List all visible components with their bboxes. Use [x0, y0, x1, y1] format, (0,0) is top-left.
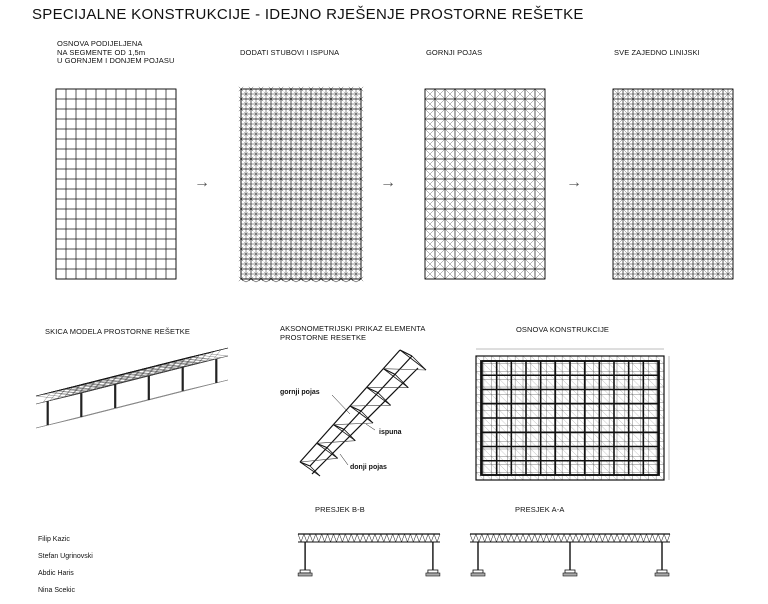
- section-bb-caption: PRESJEK B-B: [315, 506, 365, 515]
- arrow-right-icon: →: [194, 174, 210, 192]
- plan-grid-columns-infill: [240, 88, 360, 280]
- sketch-caption: SKICA MODELA PROSTORNE REŠETKE: [45, 328, 190, 337]
- label-infill: ispuna: [379, 429, 402, 436]
- author-name: Filip Kazic: [38, 536, 93, 544]
- section-aa-drawing: [468, 528, 672, 578]
- step-3-caption: GORNJI POJAS: [426, 49, 482, 58]
- author-name: Abdic Haris: [38, 570, 93, 578]
- axonometric-truss-drawing: [270, 348, 430, 478]
- step-4-caption: SVE ZAJEDNO LINIJSKI: [614, 49, 700, 58]
- page-title: SPECIJALNE KONSTRUKCIJE - IDEJNO RJEŠENJE PROSTORNE REŠETKE: [32, 6, 584, 23]
- step-1-caption: OSNOVA PODIJELJENA NA SEGMENTE OD 1,5m U GORNJEM I DONJEM POJASU: [57, 40, 175, 66]
- step-2-caption: DODATI STUBOVI I ISPUNA: [240, 49, 339, 58]
- plan-grid-divided: [55, 88, 177, 280]
- section-bb-drawing: [296, 528, 442, 578]
- author-name: Stefan Ugrinovski: [38, 553, 93, 561]
- label-top-chord: gornji pojas: [280, 389, 320, 396]
- plan-grid-top-chord: [424, 88, 544, 280]
- arrow-right-icon: →: [566, 174, 582, 192]
- construction-plan-drawing: [468, 346, 672, 490]
- space-frame-sketch: [28, 350, 228, 460]
- axonometric-caption: AKSONOMETRIJSKI PRIKAZ ELEMENTA PROSTORNE RESETKE: [280, 325, 426, 342]
- author-name: Nina Scekic: [38, 587, 93, 595]
- section-aa-caption: PRESJEK A-A: [515, 506, 564, 515]
- arrow-right-icon: →: [380, 174, 396, 192]
- plan-caption: OSNOVA KONSTRUKCIJE: [516, 326, 609, 335]
- plan-grid-combined: [612, 88, 732, 280]
- authors-list: [38, 528, 93, 604]
- label-bottom-chord: donji pojas: [350, 464, 387, 471]
